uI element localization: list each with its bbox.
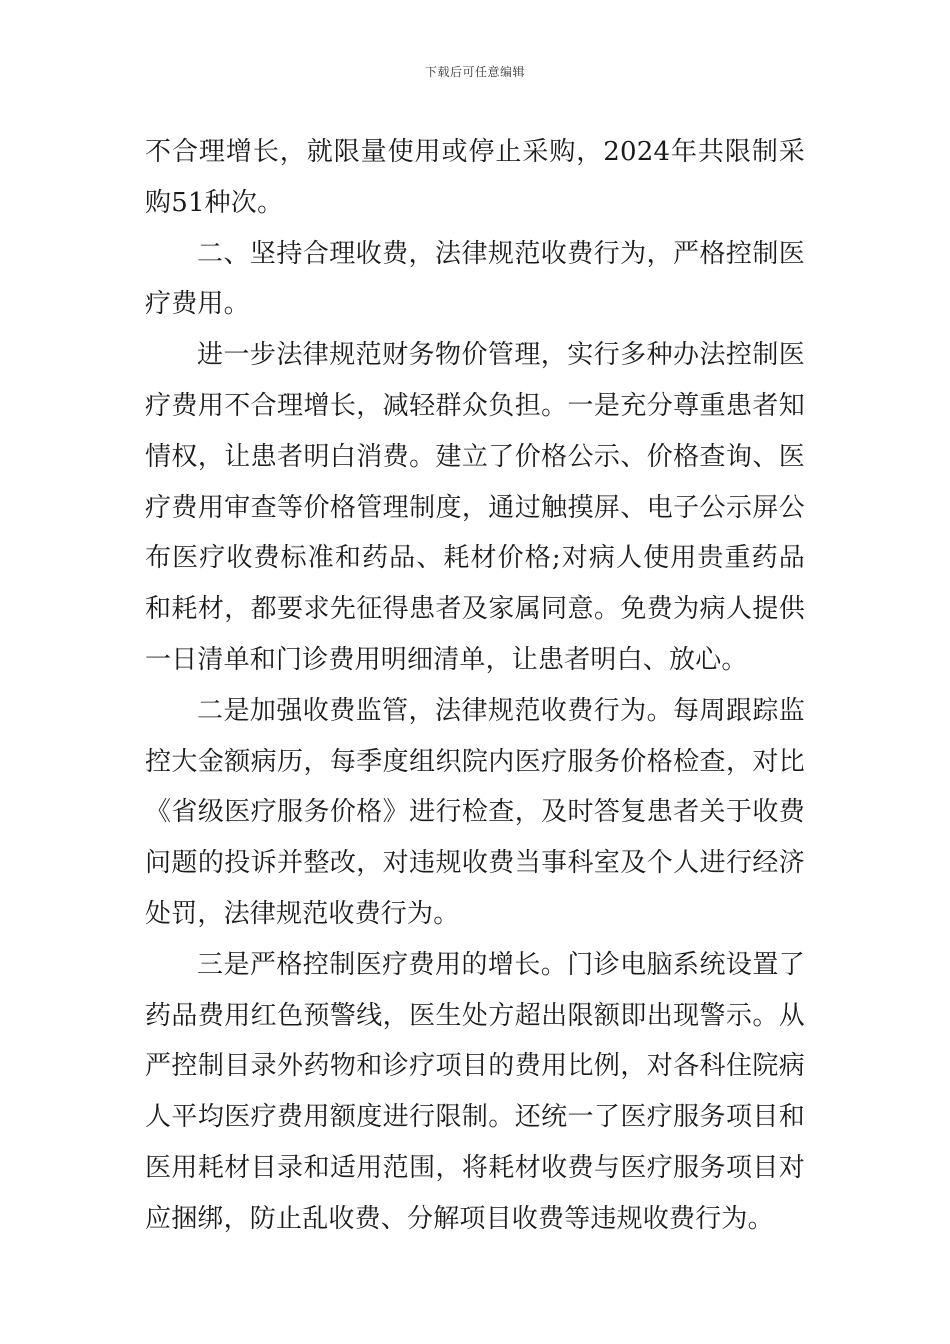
document-body [145, 127, 805, 1245]
paragraph-4: 二是加强收费监管，法律规范收费行为。每周跟踪监控大金额病历，每季度组织院内医疗服务价格检查，对比《省级医疗服务价格》进行检查，及时答复患者关于收费问题的投诉并整改，对违规收费当事科室及个人进行经济处罚，法律规范收费行为。 [145, 695, 805, 929]
paragraph-1: 不合理增长，就限量使用或停止采购，2024年共限制采购51种次。 [145, 137, 805, 218]
page-header: 下载后可任意编辑 [424, 65, 525, 79]
paragraph-3: 进一步法律规范财务物价管理，实行多种办法控制医疗费用不合理增长，减轻群众负担。一是充分尊重患者知情权，让患者明白消费。建立了价格公示、价格查询、医疗费用审查等价格管理制度，通过触摸屏、电子公示屏公布医疗收费标准和药品、耗材价格;对病人使用贵重药品和耗材，都要求先征得患者及家属同意。免费为病人提供一日清单和门诊费用明细清单，让患者明白、放心。 [145, 340, 805, 675]
paragraph-2: 二、坚持合理收费，法律规范收费行为，严格控制医疗费用。 [145, 238, 805, 320]
paragraph-5: 三是严格控制医疗费用的增长。门诊电脑系统设置了药品费用红色预警线，医生处方超出限额即出现警示。从严控制目录外药物和诊疗项目的费用比例，对各科住院病人平均医疗费用额度进行限制。还统一了医疗服务项目和医用耗材目录和适用范围，将耗材收费与医疗服务项目对应捆绑，防止乱收费、分解项目收费等违规收费行为。 [145, 949, 805, 1234]
